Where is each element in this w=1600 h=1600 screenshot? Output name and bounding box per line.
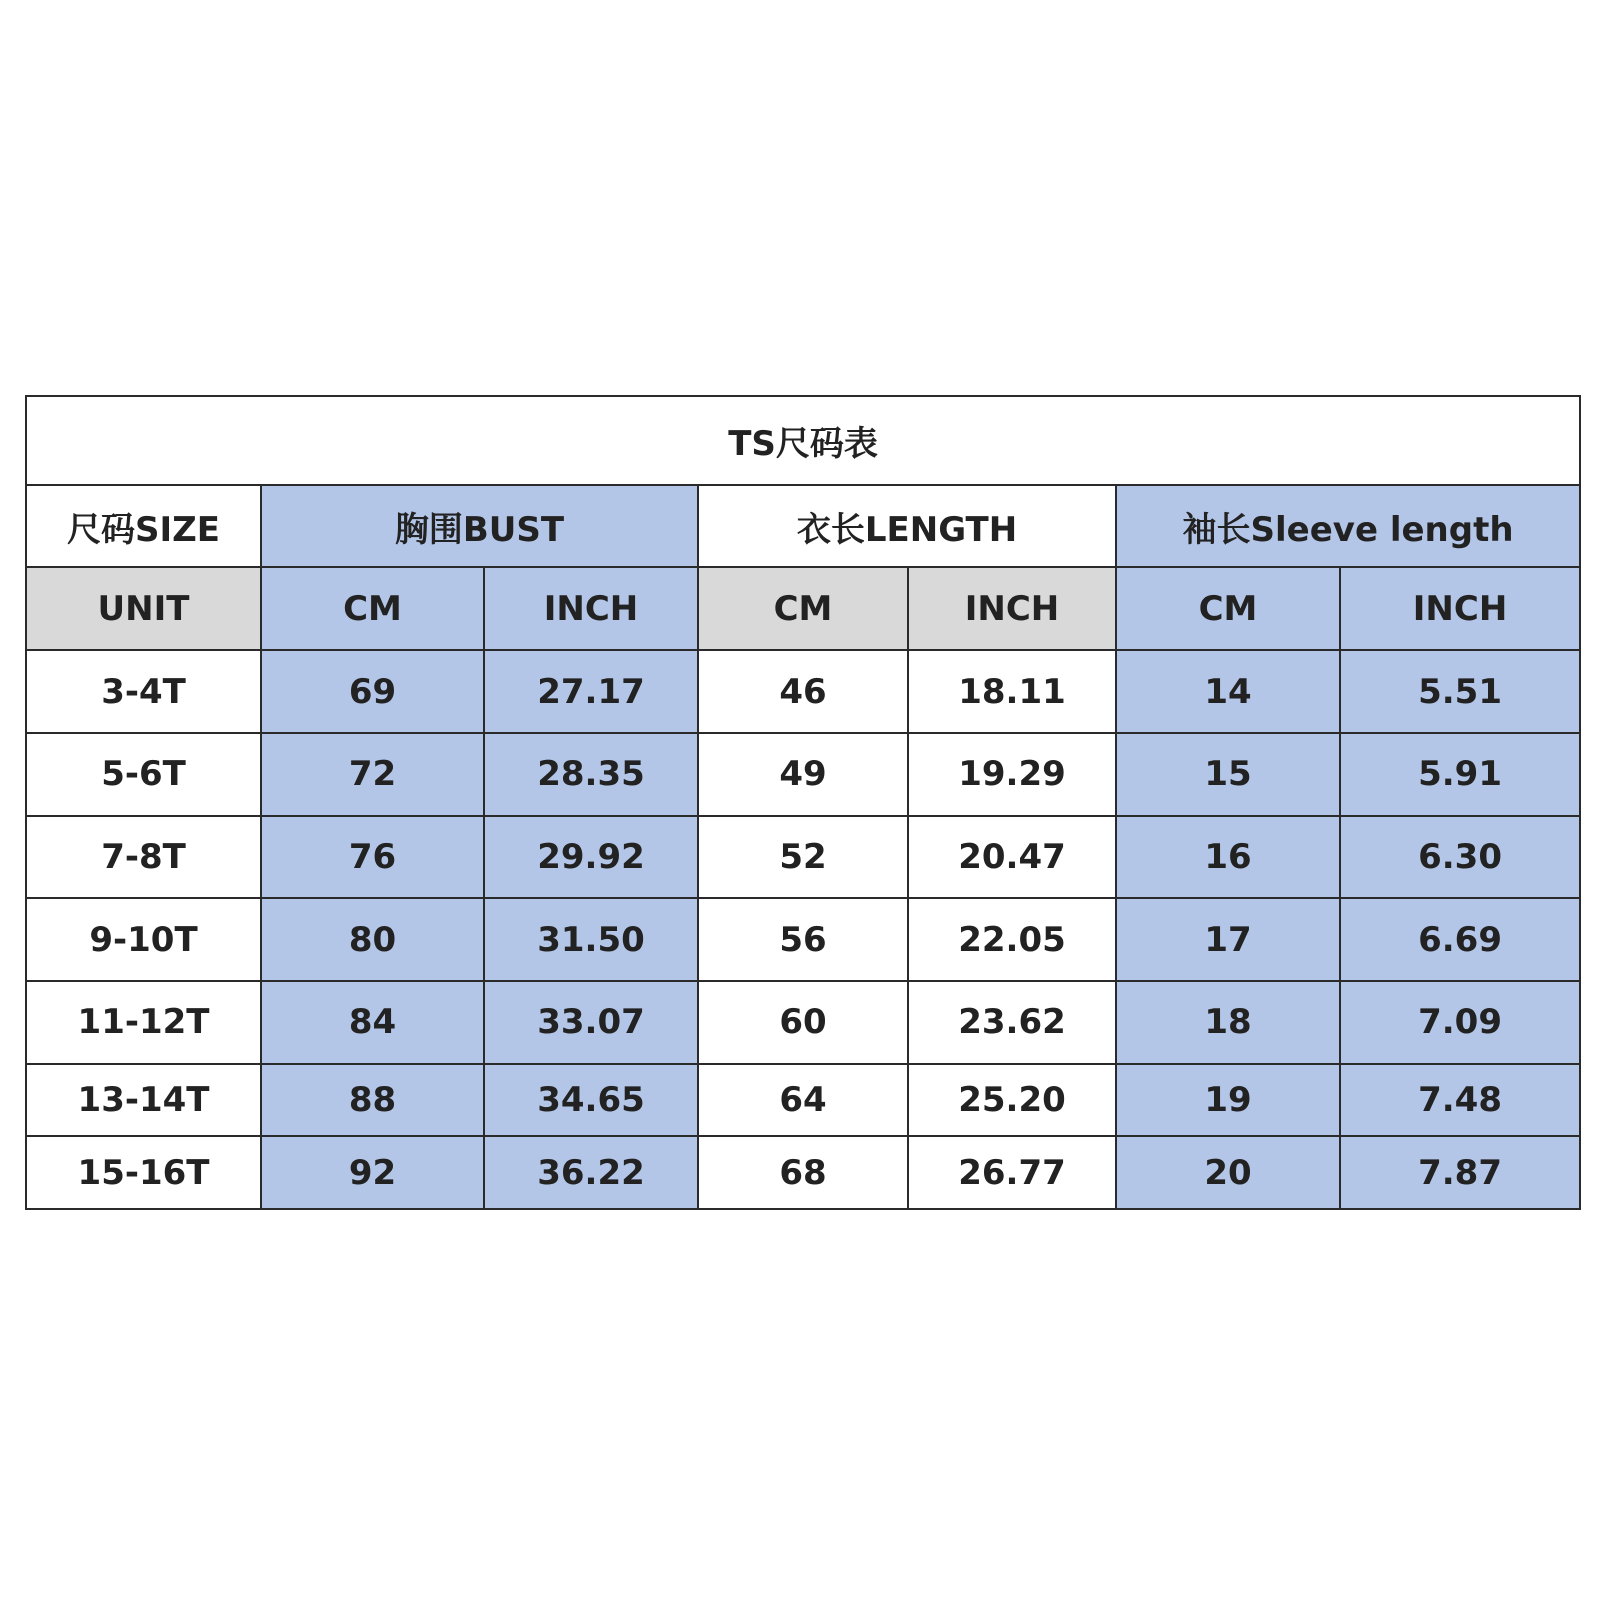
sleeve-cm-cell: 15 — [1116, 733, 1340, 816]
bust-cm-cell: 88 — [261, 1064, 484, 1137]
size-cell: 13-14T — [26, 1064, 261, 1137]
bust-inch-cell: 31.50 — [484, 898, 698, 981]
sleeve-inch-cell: 6.69 — [1340, 898, 1580, 981]
bust-cm-cell: 76 — [261, 816, 484, 899]
length-cm-cell: 60 — [698, 981, 908, 1064]
unit-label: UNIT — [26, 567, 261, 650]
length-inch-cell: 26.77 — [908, 1136, 1116, 1209]
bust-inch-cell: 34.65 — [484, 1064, 698, 1137]
size-cell: 15-16T — [26, 1136, 261, 1209]
table-row — [26, 816, 1580, 899]
title-row — [26, 396, 1580, 485]
bust-cm-cell: 69 — [261, 650, 484, 733]
sleeve-inch-header: INCH — [1340, 567, 1580, 650]
bust-inch-cell: 28.35 — [484, 733, 698, 816]
size-header: 尺码SIZE — [26, 485, 261, 568]
bust-cm-cell: 80 — [261, 898, 484, 981]
bust-header: 胸围BUST — [261, 485, 698, 568]
table-title: TS尺码表 — [26, 396, 1580, 485]
bust-inch-cell: 27.17 — [484, 650, 698, 733]
sleeve-inch-cell: 7.09 — [1340, 981, 1580, 1064]
sleeve-cm-cell: 18 — [1116, 981, 1340, 1064]
sleeve-cm-cell: 17 — [1116, 898, 1340, 981]
sleeve-inch-cell: 5.91 — [1340, 733, 1580, 816]
table-row — [26, 981, 1580, 1064]
size-cell: 7-8T — [26, 816, 261, 899]
sleeve-cm-cell: 16 — [1116, 816, 1340, 899]
length-cm-header: CM — [698, 567, 908, 650]
bust-cm-cell: 72 — [261, 733, 484, 816]
size-chart-table — [25, 395, 1581, 1210]
bust-cm-header: CM — [261, 567, 484, 650]
length-cm-cell: 64 — [698, 1064, 908, 1137]
table-row — [26, 733, 1580, 816]
sleeve-cm-cell: 19 — [1116, 1064, 1340, 1137]
length-cm-cell: 49 — [698, 733, 908, 816]
sleeve-inch-cell: 7.48 — [1340, 1064, 1580, 1137]
table-row — [26, 898, 1580, 981]
size-cell: 9-10T — [26, 898, 261, 981]
bust-inch-cell: 33.07 — [484, 981, 698, 1064]
table-row — [26, 1064, 1580, 1137]
sleeve-cm-header: CM — [1116, 567, 1340, 650]
bust-inch-cell: 36.22 — [484, 1136, 698, 1209]
sleeve-cm-cell: 20 — [1116, 1136, 1340, 1209]
size-cell: 11-12T — [26, 981, 261, 1064]
length-inch-header: INCH — [908, 567, 1116, 650]
length-inch-cell: 23.62 — [908, 981, 1116, 1064]
sleeve-inch-cell: 6.30 — [1340, 816, 1580, 899]
table-row — [26, 1136, 1580, 1209]
length-cm-cell: 68 — [698, 1136, 908, 1209]
bust-inch-cell: 29.92 — [484, 816, 698, 899]
size-cell: 5-6T — [26, 733, 261, 816]
length-cm-cell: 56 — [698, 898, 908, 981]
length-inch-cell: 20.47 — [908, 816, 1116, 899]
length-cm-cell: 46 — [698, 650, 908, 733]
length-inch-cell: 19.29 — [908, 733, 1116, 816]
bust-inch-header: INCH — [484, 567, 698, 650]
length-inch-cell: 25.20 — [908, 1064, 1116, 1137]
bust-cm-cell: 92 — [261, 1136, 484, 1209]
sleeve-inch-cell: 5.51 — [1340, 650, 1580, 733]
table-row — [26, 650, 1580, 733]
length-inch-cell: 22.05 — [908, 898, 1116, 981]
unit-row — [26, 567, 1580, 650]
size-cell: 3-4T — [26, 650, 261, 733]
sleeve-inch-cell: 7.87 — [1340, 1136, 1580, 1209]
bust-cm-cell: 84 — [261, 981, 484, 1064]
sleeve-header: 袖长Sleeve length — [1116, 485, 1580, 568]
length-cm-cell: 52 — [698, 816, 908, 899]
length-inch-cell: 18.11 — [908, 650, 1116, 733]
length-header: 衣长LENGTH — [698, 485, 1116, 568]
sleeve-cm-cell: 14 — [1116, 650, 1340, 733]
group-header-row — [26, 485, 1580, 568]
